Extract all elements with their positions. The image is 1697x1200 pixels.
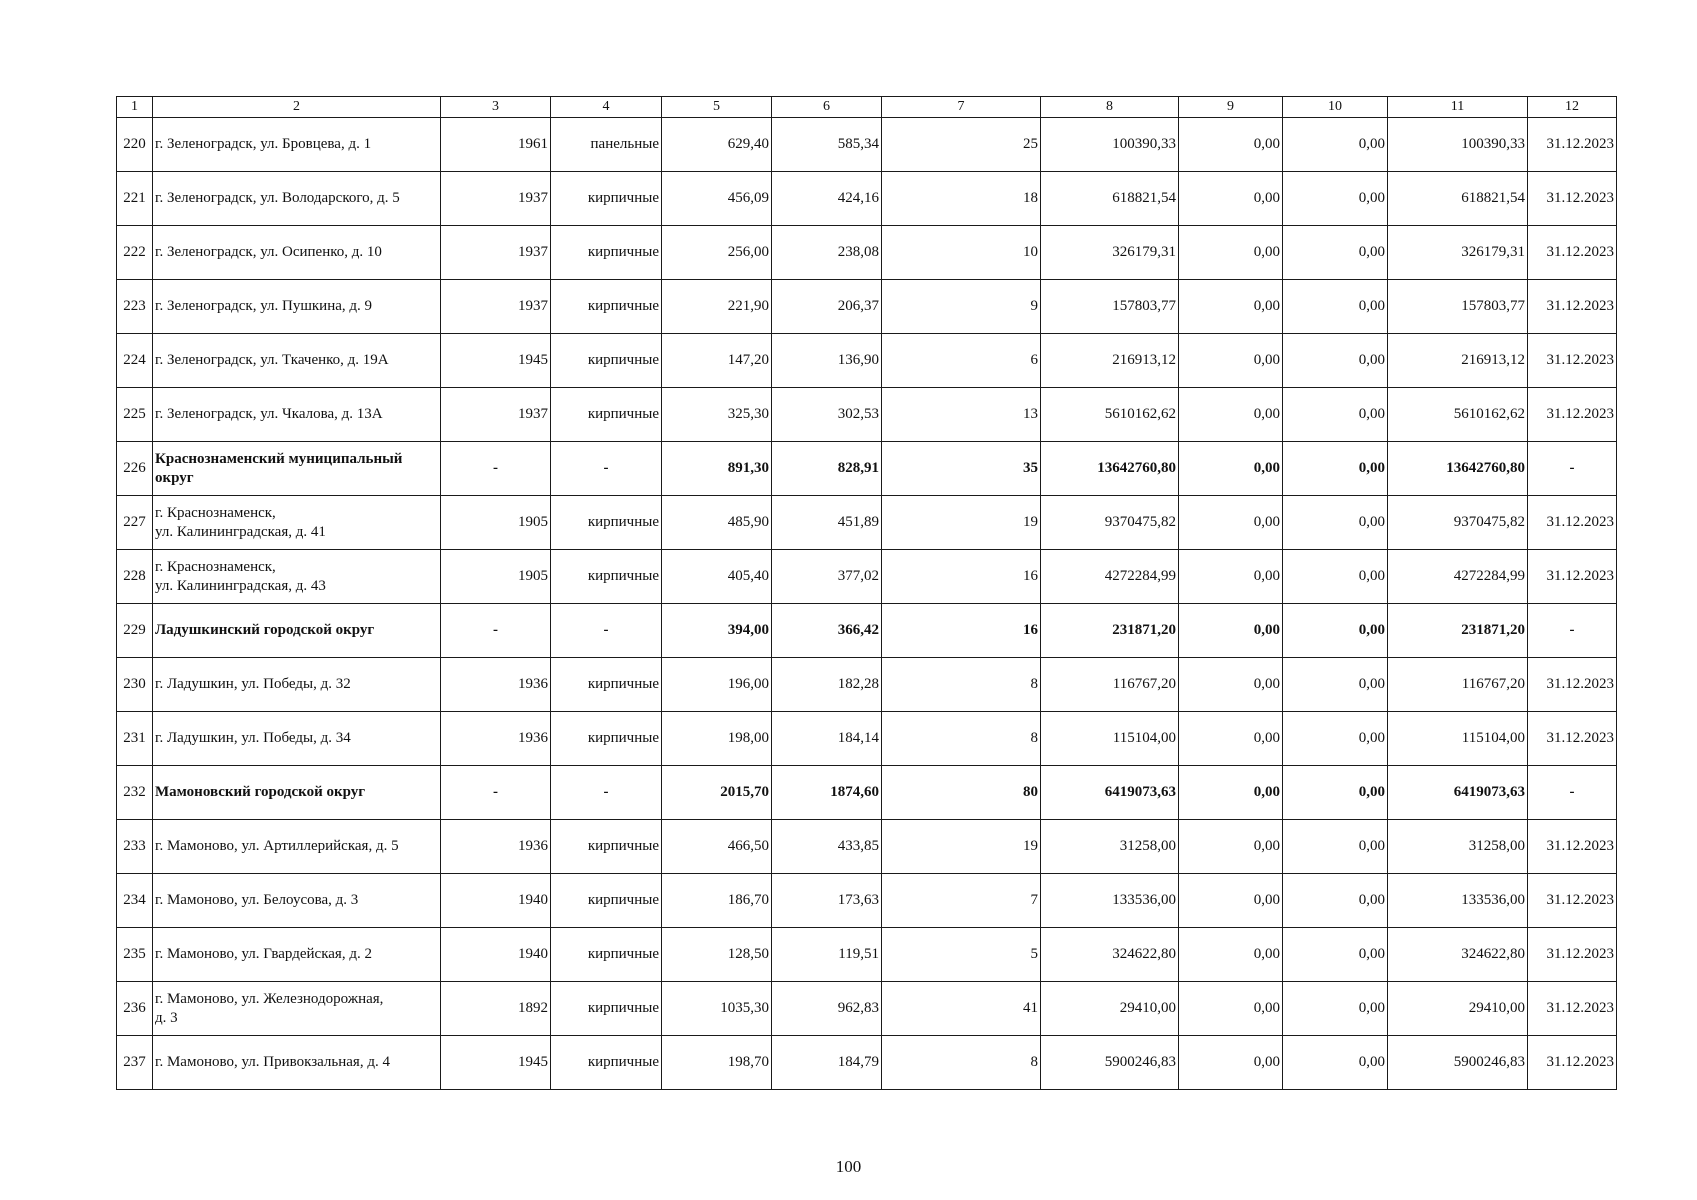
table-row <box>117 334 1617 388</box>
col7-cell: 19 <box>882 496 1041 550</box>
year-cell: 1936 <box>441 658 551 712</box>
address-cell: г. Мамоново, ул. Артиллерийская, д. 5 <box>153 820 441 874</box>
wall-material-cell: кирпичные <box>551 820 662 874</box>
col9-cell: 0,00 <box>1179 982 1283 1036</box>
table-row <box>117 550 1617 604</box>
year-cell: - <box>441 766 551 820</box>
address-cell <box>153 496 441 550</box>
col9-cell: 0,00 <box>1179 658 1283 712</box>
year-cell: 1940 <box>441 874 551 928</box>
table-row <box>117 658 1617 712</box>
col6-cell: 302,53 <box>772 388 882 442</box>
column-number-header <box>117 97 1617 118</box>
col8-cell: 231871,20 <box>1041 604 1179 658</box>
row-number-cell: 226 <box>117 442 153 496</box>
column-header-8: 8 <box>1041 97 1179 118</box>
col10-cell: 0,00 <box>1283 118 1388 172</box>
date-cell: 31.12.2023 <box>1528 1036 1617 1090</box>
col9-cell: 0,00 <box>1179 334 1283 388</box>
col7-cell: 13 <box>882 388 1041 442</box>
col5-cell: 221,90 <box>662 280 772 334</box>
row-number-cell: 237 <box>117 1036 153 1090</box>
year-cell: - <box>441 604 551 658</box>
date-cell: - <box>1528 604 1617 658</box>
address-cell: г. Зеленоградск, ул. Володарского, д. 5 <box>153 172 441 226</box>
col6-cell: 366,42 <box>772 604 882 658</box>
col5-cell: 466,50 <box>662 820 772 874</box>
col8-cell: 216913,12 <box>1041 334 1179 388</box>
row-number-cell: 231 <box>117 712 153 766</box>
wall-material-cell: кирпичные <box>551 658 662 712</box>
col10-cell: 0,00 <box>1283 604 1388 658</box>
col6-cell: 433,85 <box>772 820 882 874</box>
col5-cell: 1035,30 <box>662 982 772 1036</box>
col8-cell: 116767,20 <box>1041 658 1179 712</box>
col6-cell: 1874,60 <box>772 766 882 820</box>
col8-cell: 9370475,82 <box>1041 496 1179 550</box>
row-number-cell: 232 <box>117 766 153 820</box>
column-header-4: 4 <box>551 97 662 118</box>
col7-cell: 41 <box>882 982 1041 1036</box>
row-number-cell: 233 <box>117 820 153 874</box>
col6-cell: 828,91 <box>772 442 882 496</box>
col5-cell: 456,09 <box>662 172 772 226</box>
col6-cell: 238,08 <box>772 226 882 280</box>
col9-cell: 0,00 <box>1179 550 1283 604</box>
column-header-2: 2 <box>153 97 441 118</box>
col5-cell: 629,40 <box>662 118 772 172</box>
address-cell: г. Мамоново, ул. Гвардейская, д. 2 <box>153 928 441 982</box>
date-cell: 31.12.2023 <box>1528 388 1617 442</box>
wall-material-cell: кирпичные <box>551 928 662 982</box>
address-cell: г. Ладушкин, ул. Победы, д. 32 <box>153 658 441 712</box>
table-body <box>117 118 1617 1090</box>
table-row <box>117 172 1617 226</box>
col7-cell: 8 <box>882 658 1041 712</box>
col9-cell: 0,00 <box>1179 280 1283 334</box>
date-cell: 31.12.2023 <box>1528 118 1617 172</box>
col6-cell: 119,51 <box>772 928 882 982</box>
col7-cell: 19 <box>882 820 1041 874</box>
row-number-cell: 220 <box>117 118 153 172</box>
col8-cell: 326179,31 <box>1041 226 1179 280</box>
col11-cell: 4272284,99 <box>1388 550 1528 604</box>
col6-cell: 184,14 <box>772 712 882 766</box>
col10-cell: 0,00 <box>1283 388 1388 442</box>
table-row <box>117 928 1617 982</box>
table-row <box>117 1036 1617 1090</box>
col5-cell: 198,00 <box>662 712 772 766</box>
address-cell: г. Мамоново, ул. Белоусова, д. 3 <box>153 874 441 928</box>
row-number-cell: 221 <box>117 172 153 226</box>
col11-cell: 216913,12 <box>1388 334 1528 388</box>
wall-material-cell: панельные <box>551 118 662 172</box>
col6-cell: 424,16 <box>772 172 882 226</box>
col6-cell: 136,90 <box>772 334 882 388</box>
col10-cell: 0,00 <box>1283 280 1388 334</box>
row-number-cell: 225 <box>117 388 153 442</box>
col10-cell: 0,00 <box>1283 1036 1388 1090</box>
col6-cell: 377,02 <box>772 550 882 604</box>
col11-cell: 116767,20 <box>1388 658 1528 712</box>
wall-material-cell: кирпичные <box>551 280 662 334</box>
row-number-cell: 223 <box>117 280 153 334</box>
col6-cell: 585,34 <box>772 118 882 172</box>
col5-cell: 405,40 <box>662 550 772 604</box>
table-summary-row <box>117 604 1617 658</box>
year-cell: 1937 <box>441 388 551 442</box>
col11-cell: 5900246,83 <box>1388 1036 1528 1090</box>
address-cell: Мамоновский городской округ <box>153 766 441 820</box>
wall-material-cell: кирпичные <box>551 874 662 928</box>
row-number-cell: 235 <box>117 928 153 982</box>
col9-cell: 0,00 <box>1179 226 1283 280</box>
col8-cell: 5610162,62 <box>1041 388 1179 442</box>
address-cell: г. Зеленоградск, ул. Пушкина, д. 9 <box>153 280 441 334</box>
year-cell: 1937 <box>441 226 551 280</box>
date-cell: 31.12.2023 <box>1528 496 1617 550</box>
wall-material-cell: кирпичные <box>551 388 662 442</box>
address-cell: г. Зеленоградск, ул. Чкалова, д. 13А <box>153 388 441 442</box>
year-cell: 1937 <box>441 172 551 226</box>
address-line-2: д. 3 <box>155 1009 178 1026</box>
col7-cell: 8 <box>882 1036 1041 1090</box>
col7-cell: 6 <box>882 334 1041 388</box>
col10-cell: 0,00 <box>1283 658 1388 712</box>
col10-cell: 0,00 <box>1283 442 1388 496</box>
wall-material-cell: - <box>551 442 662 496</box>
address-cell: г. Зеленоградск, ул. Ткаченко, д. 19А <box>153 334 441 388</box>
col9-cell: 0,00 <box>1179 442 1283 496</box>
wall-material-cell: кирпичные <box>551 982 662 1036</box>
address-cell: Краснознаменский муниципальный округ <box>153 442 441 496</box>
column-header-7: 7 <box>882 97 1041 118</box>
column-header-12: 12 <box>1528 97 1617 118</box>
col8-cell: 157803,77 <box>1041 280 1179 334</box>
col7-cell: 16 <box>882 550 1041 604</box>
col6-cell: 173,63 <box>772 874 882 928</box>
date-cell: 31.12.2023 <box>1528 658 1617 712</box>
wall-material-cell: кирпичные <box>551 550 662 604</box>
table-row <box>117 118 1617 172</box>
col7-cell: 9 <box>882 280 1041 334</box>
col6-cell: 451,89 <box>772 496 882 550</box>
table-row <box>117 280 1617 334</box>
col6-cell: 206,37 <box>772 280 882 334</box>
year-cell: 1945 <box>441 1036 551 1090</box>
col9-cell: 0,00 <box>1179 388 1283 442</box>
address-cell <box>153 550 441 604</box>
row-number-cell: 236 <box>117 982 153 1036</box>
col7-cell: 80 <box>882 766 1041 820</box>
col10-cell: 0,00 <box>1283 172 1388 226</box>
col5-cell: 2015,70 <box>662 766 772 820</box>
col7-cell: 7 <box>882 874 1041 928</box>
table-row <box>117 226 1617 280</box>
table-row <box>117 496 1617 550</box>
col8-cell: 324622,80 <box>1041 928 1179 982</box>
col8-cell: 29410,00 <box>1041 982 1179 1036</box>
row-number-cell: 234 <box>117 874 153 928</box>
col11-cell: 115104,00 <box>1388 712 1528 766</box>
table-summary-row <box>117 766 1617 820</box>
col8-cell: 5900246,83 <box>1041 1036 1179 1090</box>
year-cell: 1945 <box>441 334 551 388</box>
col5-cell: 325,30 <box>662 388 772 442</box>
col6-cell: 184,79 <box>772 1036 882 1090</box>
col9-cell: 0,00 <box>1179 712 1283 766</box>
date-cell: 31.12.2023 <box>1528 712 1617 766</box>
col6-cell: 182,28 <box>772 658 882 712</box>
address-cell <box>153 982 441 1036</box>
col8-cell: 618821,54 <box>1041 172 1179 226</box>
address-cell: г. Зеленоградск, ул. Бровцева, д. 1 <box>153 118 441 172</box>
col11-cell: 157803,77 <box>1388 280 1528 334</box>
col11-cell: 13642760,80 <box>1388 442 1528 496</box>
address-cell: г. Ладушкин, ул. Победы, д. 34 <box>153 712 441 766</box>
col5-cell: 198,70 <box>662 1036 772 1090</box>
table-row <box>117 874 1617 928</box>
col11-cell: 326179,31 <box>1388 226 1528 280</box>
col5-cell: 394,00 <box>662 604 772 658</box>
address-line-1: г. Мамоново, ул. Железнодорожная, <box>155 990 384 1007</box>
column-header-5: 5 <box>662 97 772 118</box>
page-number: 100 <box>835 1157 862 1176</box>
row-number-cell: 228 <box>117 550 153 604</box>
col7-cell: 8 <box>882 712 1041 766</box>
row-number-cell: 222 <box>117 226 153 280</box>
col7-cell: 5 <box>882 928 1041 982</box>
column-header-1: 1 <box>117 97 153 118</box>
col11-cell: 6419073,63 <box>1388 766 1528 820</box>
col11-cell: 29410,00 <box>1388 982 1528 1036</box>
col10-cell: 0,00 <box>1283 226 1388 280</box>
wall-material-cell: кирпичные <box>551 334 662 388</box>
col9-cell: 0,00 <box>1179 496 1283 550</box>
column-header-11: 11 <box>1388 97 1528 118</box>
col8-cell: 4272284,99 <box>1041 550 1179 604</box>
year-cell: 1892 <box>441 982 551 1036</box>
row-number-cell: 230 <box>117 658 153 712</box>
col5-cell: 186,70 <box>662 874 772 928</box>
year-cell: - <box>441 442 551 496</box>
wall-material-cell: - <box>551 766 662 820</box>
col9-cell: 0,00 <box>1179 820 1283 874</box>
col10-cell: 0,00 <box>1283 334 1388 388</box>
date-cell: 31.12.2023 <box>1528 874 1617 928</box>
address-line-2: ул. Калининградская, д. 41 <box>155 523 326 540</box>
column-header-6: 6 <box>772 97 882 118</box>
year-cell: 1936 <box>441 712 551 766</box>
col5-cell: 147,20 <box>662 334 772 388</box>
col5-cell: 891,30 <box>662 442 772 496</box>
wall-material-cell: кирпичные <box>551 1036 662 1090</box>
date-cell: 31.12.2023 <box>1528 226 1617 280</box>
col9-cell: 0,00 <box>1179 118 1283 172</box>
address-cell: г. Мамоново, ул. Привокзальная, д. 4 <box>153 1036 441 1090</box>
housing-table <box>116 96 1617 1090</box>
col11-cell: 100390,33 <box>1388 118 1528 172</box>
column-header-9: 9 <box>1179 97 1283 118</box>
column-header-3: 3 <box>441 97 551 118</box>
table-row <box>117 982 1617 1036</box>
year-cell: 1905 <box>441 550 551 604</box>
col10-cell: 0,00 <box>1283 712 1388 766</box>
table-summary-row <box>117 442 1617 496</box>
year-cell: 1940 <box>441 928 551 982</box>
col9-cell: 0,00 <box>1179 766 1283 820</box>
year-cell: 1961 <box>441 118 551 172</box>
row-number-cell: 227 <box>117 496 153 550</box>
col7-cell: 35 <box>882 442 1041 496</box>
col8-cell: 115104,00 <box>1041 712 1179 766</box>
col11-cell: 31258,00 <box>1388 820 1528 874</box>
col10-cell: 0,00 <box>1283 496 1388 550</box>
col9-cell: 0,00 <box>1179 1036 1283 1090</box>
wall-material-cell: кирпичные <box>551 226 662 280</box>
col8-cell: 31258,00 <box>1041 820 1179 874</box>
col10-cell: 0,00 <box>1283 766 1388 820</box>
col8-cell: 13642760,80 <box>1041 442 1179 496</box>
date-cell: 31.12.2023 <box>1528 172 1617 226</box>
col11-cell: 5610162,62 <box>1388 388 1528 442</box>
col11-cell: 133536,00 <box>1388 874 1528 928</box>
col10-cell: 0,00 <box>1283 874 1388 928</box>
col11-cell: 618821,54 <box>1388 172 1528 226</box>
date-cell: 31.12.2023 <box>1528 334 1617 388</box>
wall-material-cell: - <box>551 604 662 658</box>
col5-cell: 128,50 <box>662 928 772 982</box>
col11-cell: 231871,20 <box>1388 604 1528 658</box>
wall-material-cell: кирпичные <box>551 496 662 550</box>
year-cell: 1936 <box>441 820 551 874</box>
col7-cell: 25 <box>882 118 1041 172</box>
date-cell: 31.12.2023 <box>1528 280 1617 334</box>
col8-cell: 6419073,63 <box>1041 766 1179 820</box>
table-row <box>117 712 1617 766</box>
col9-cell: 0,00 <box>1179 604 1283 658</box>
date-cell: 31.12.2023 <box>1528 820 1617 874</box>
col11-cell: 324622,80 <box>1388 928 1528 982</box>
col9-cell: 0,00 <box>1179 172 1283 226</box>
date-cell: 31.12.2023 <box>1528 982 1617 1036</box>
col8-cell: 100390,33 <box>1041 118 1179 172</box>
address-cell: Ладушкинский городской округ <box>153 604 441 658</box>
date-cell: 31.12.2023 <box>1528 928 1617 982</box>
column-header-10: 10 <box>1283 97 1388 118</box>
year-cell: 1937 <box>441 280 551 334</box>
col11-cell: 9370475,82 <box>1388 496 1528 550</box>
col6-cell: 962,83 <box>772 982 882 1036</box>
row-number-cell: 229 <box>117 604 153 658</box>
row-number-cell: 224 <box>117 334 153 388</box>
col7-cell: 16 <box>882 604 1041 658</box>
date-cell: - <box>1528 442 1617 496</box>
col10-cell: 0,00 <box>1283 982 1388 1036</box>
date-cell: 31.12.2023 <box>1528 550 1617 604</box>
col10-cell: 0,00 <box>1283 820 1388 874</box>
col5-cell: 196,00 <box>662 658 772 712</box>
table-row <box>117 820 1617 874</box>
col5-cell: 256,00 <box>662 226 772 280</box>
col10-cell: 0,00 <box>1283 550 1388 604</box>
col7-cell: 18 <box>882 172 1041 226</box>
col5-cell: 485,90 <box>662 496 772 550</box>
table-row <box>117 388 1617 442</box>
date-cell: - <box>1528 766 1617 820</box>
address-line-1: г. Краснознаменск, <box>155 504 276 521</box>
wall-material-cell: кирпичные <box>551 172 662 226</box>
col10-cell: 0,00 <box>1283 928 1388 982</box>
col8-cell: 133536,00 <box>1041 874 1179 928</box>
year-cell: 1905 <box>441 496 551 550</box>
col9-cell: 0,00 <box>1179 928 1283 982</box>
address-line-1: г. Краснознаменск, <box>155 558 276 575</box>
wall-material-cell: кирпичные <box>551 712 662 766</box>
address-cell: г. Зеленоградск, ул. Осипенко, д. 10 <box>153 226 441 280</box>
col7-cell: 10 <box>882 226 1041 280</box>
col9-cell: 0,00 <box>1179 874 1283 928</box>
address-line-2: ул. Калининградская, д. 43 <box>155 577 326 594</box>
